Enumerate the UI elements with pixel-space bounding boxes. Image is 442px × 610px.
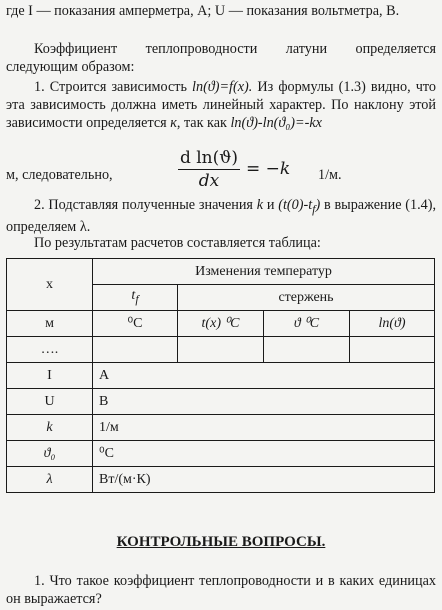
group-header: Изменения температур (93, 259, 435, 285)
symbol-cell: I (7, 363, 93, 389)
item-1-paragraph (6, 78, 436, 132)
symbol-cell: U (7, 389, 93, 415)
derivative-fraction (174, 148, 244, 191)
fraction-rhs: = −k (246, 159, 291, 179)
kappa-symbol: к (170, 115, 177, 131)
x-header: x (7, 259, 93, 311)
t-difference-sub: f (312, 201, 316, 216)
dots-cell: …. (7, 337, 93, 363)
coefficient-paragraph: Коэффициент теплопроводности латуни определяется следующим образом: (6, 41, 436, 75)
tf-sub: f (135, 292, 139, 306)
t-difference-end: ) (315, 197, 321, 213)
value-cell: ⁰C (93, 441, 435, 467)
table-row (7, 441, 435, 467)
fraction-bar (178, 169, 240, 170)
value-cell: В (93, 389, 435, 415)
k-symbol: k (256, 197, 264, 213)
and-text: и (263, 197, 279, 213)
derivative-formula (6, 148, 436, 192)
table-row (7, 259, 435, 285)
empty-cell (350, 337, 435, 363)
t-difference-expression (278, 197, 321, 216)
results-table (6, 258, 435, 493)
ln-theta-cell: ln(ϑ) (350, 311, 435, 337)
tf-header (93, 285, 178, 311)
table-row (7, 389, 435, 415)
item-1-function: ln(ϑ)=f(x). (192, 79, 253, 95)
symbol-cell: λ (7, 467, 93, 493)
item-1-explanation: Из формулы (1.3) видно, что эта зависимость должна иметь линейный характер. По наклону этой зависимости определяется (6, 79, 436, 131)
table-row (7, 415, 435, 441)
intro-paragraph: где I — показания амперметра, А; U — показания вольтметра, В. (6, 3, 400, 19)
empty-cell (93, 337, 178, 363)
tf-main: t (131, 287, 136, 303)
table-row (7, 363, 435, 389)
value-cell: Вт/(м·К) (93, 467, 435, 493)
theta-cell: ϑ ⁰C (264, 311, 350, 337)
t-difference-main: (t(0)-t (278, 197, 313, 213)
empty-cell (264, 337, 350, 363)
symbol-cell: k (7, 415, 93, 441)
derivative-unit: 1/м. (318, 167, 342, 183)
table-row (7, 337, 435, 363)
rod-header: стержень (178, 285, 435, 311)
item-2-text-end: в выражение (1.4), определяем λ. (6, 197, 437, 235)
value-cell: А (93, 363, 435, 389)
fraction-numerator: d ln(ϑ) (179, 148, 239, 168)
table-row (7, 311, 435, 337)
item-2-text: 2. Подставляя полученные значения (34, 197, 257, 213)
question-1: 1. Что такое коэффициент теплопроводности и в каких единицах он выражается? (6, 573, 436, 607)
item-2-paragraph (6, 196, 436, 236)
fraction-denominator: dx (198, 171, 220, 191)
value-cell: 1/м (93, 415, 435, 441)
item-1-text-2: , так как (176, 115, 231, 131)
item-1-text: 1. Строится зависимость (34, 79, 193, 95)
table-intro: По результатам расчетов составляется таблица: (34, 235, 321, 251)
ln-expression: ln(ϑ)-ln(ϑ₀)=-kx (230, 115, 322, 131)
meters-label: м, следовательно, (6, 167, 113, 183)
empty-cell (178, 337, 264, 363)
table-row (7, 467, 435, 493)
control-questions-heading: КОНТРОЛЬНЫЕ ВОПРОСЫ. (116, 534, 326, 550)
unit-m-cell: м (7, 311, 93, 337)
tx-cell: t(x) ⁰C (178, 311, 264, 337)
symbol-cell: ϑ₀ (7, 441, 93, 467)
unit-c-cell: ⁰C (93, 311, 178, 337)
